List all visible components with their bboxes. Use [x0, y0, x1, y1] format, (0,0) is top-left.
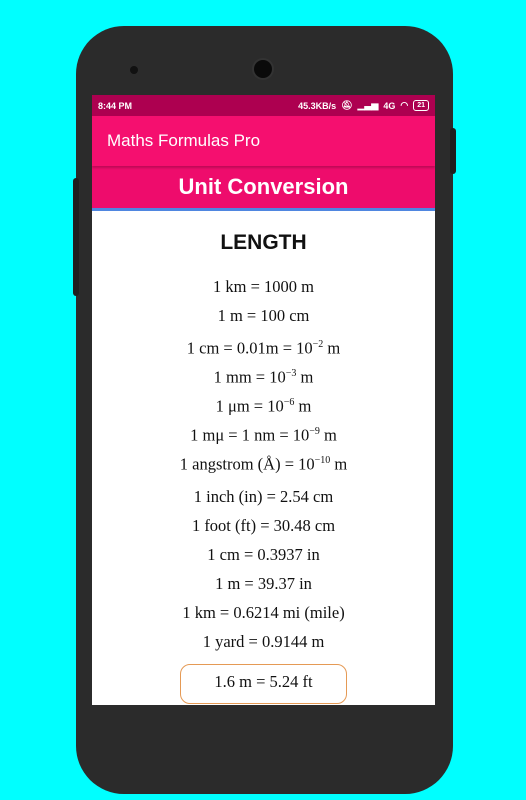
app-title: Maths Formulas Pro: [107, 131, 261, 150]
wifi-icon: ◠: [400, 100, 409, 110]
network-type: 4G: [383, 100, 396, 111]
status-time: 8:44 PM: [98, 100, 133, 111]
app-bar: [92, 116, 435, 166]
banner-title: Unit Conversion: [178, 174, 349, 199]
formula-row: 1 mμ = 1 nm = $10^{-9}$ m: [190, 425, 337, 445]
formula-row: 1 km = 1000 m: [213, 277, 314, 296]
formula-row: 1 m = 39.37 in: [215, 574, 312, 593]
signal-icon: ▁▃▅: [357, 100, 379, 110]
formula-row: 1 mm = $10^{-3}$ m: [213, 367, 314, 387]
formula-row: 1 $\mu m = 10^{-6}$ m: [215, 396, 312, 416]
network-speed: 45.3KB/s: [298, 100, 337, 111]
formula-row: 1 cm = 0.3937 in: [207, 545, 320, 564]
formula-content: [92, 231, 435, 704]
section-banner: [92, 166, 435, 211]
formula-row: 1 angstrom (Å) = $10^{-10}$ m: [179, 454, 348, 474]
formula-row: 1 km = 0.6214 mi (mile): [182, 603, 345, 622]
front-camera: [254, 60, 272, 78]
screen: [92, 95, 435, 705]
formula-row: 1 cm = $0.01m = 10^{-2}$ m: [186, 338, 341, 358]
power-button: [450, 128, 456, 174]
mute-icon: 🔕︎: [341, 100, 353, 110]
section-heading: LENGTH: [220, 231, 307, 254]
speaker: [130, 66, 138, 74]
status-icons: [298, 100, 429, 111]
formula-row: 1 inch (in) = 2.54 cm: [193, 487, 334, 506]
volume-button: [73, 178, 79, 296]
formula-row: 1 foot (ft) = 30.48 cm: [191, 516, 336, 535]
status-bar: [92, 95, 435, 116]
battery-icon: 21: [413, 100, 429, 111]
highlight-formula-box: 1.6 m = 5.24 ft: [180, 664, 347, 704]
formula-row: 1 yard = 0.9144 m: [202, 632, 325, 651]
formula-row: 1 m = 100 cm: [217, 306, 310, 325]
